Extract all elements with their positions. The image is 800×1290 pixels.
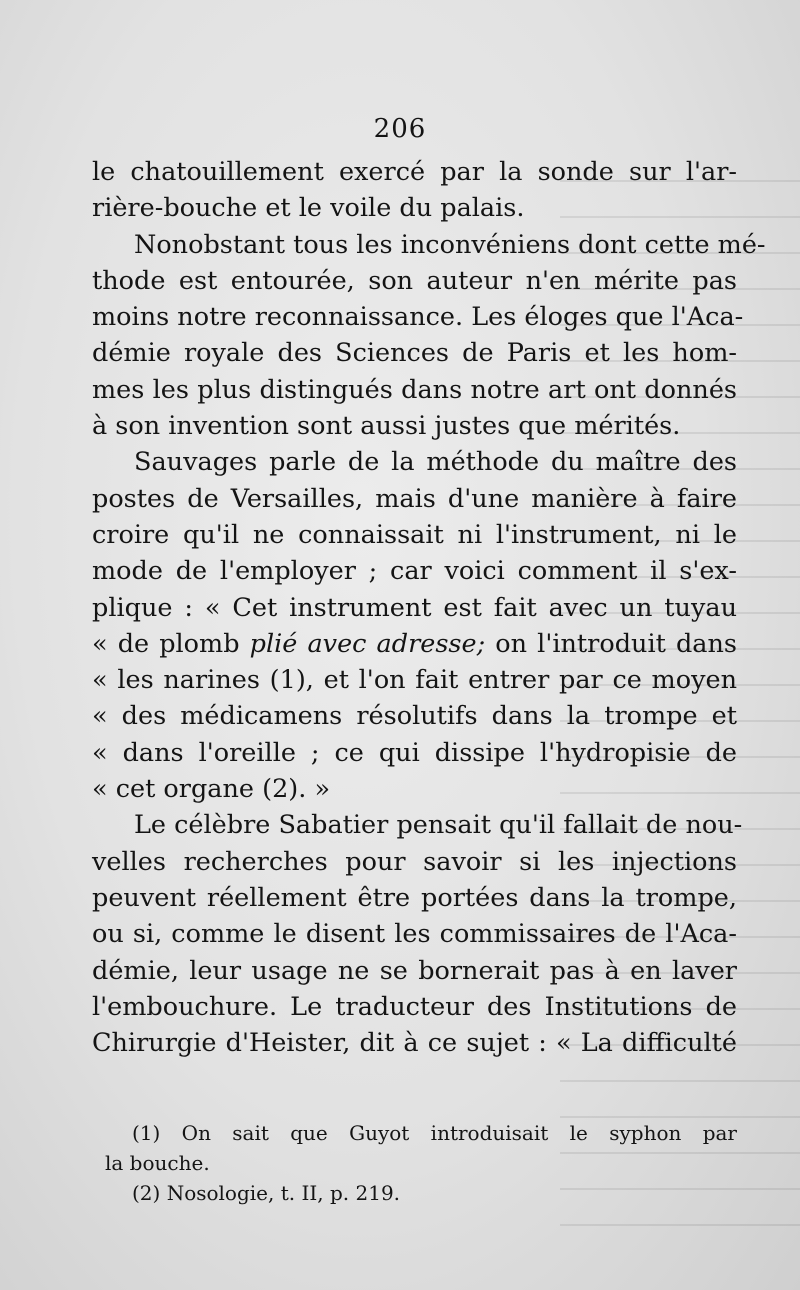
text-line: « cet organe (2). » <box>92 774 331 805</box>
text-line: mode de l'employer ; car voici comment il s'ex- <box>92 556 737 587</box>
footnote-1 <box>105 1118 737 1178</box>
text-line: velles recherches pour savoir si les injections <box>92 846 737 877</box>
text-line: postes de Versailles, mais d'une manière à faire <box>92 483 737 514</box>
paragraph-4 <box>92 807 743 1061</box>
text-line: Sauvages parle de la méthode du maître des <box>134 447 737 478</box>
text-line: moins notre reconnaissance. Les éloges que l'Aca- <box>92 302 744 333</box>
main-text <box>92 154 766 1061</box>
text-segment: « de plomb <box>92 628 250 659</box>
footnote-line: la bouche. <box>105 1151 210 1175</box>
text-line: thode est entourée, son auteur n'en mérite pas <box>92 265 737 296</box>
text-line-with-italic <box>92 626 737 662</box>
text-line: l'embouchure. Le traducteur des Institutions de <box>92 991 737 1022</box>
text-line: à son invention sont aussi justes que mérités. <box>92 411 681 442</box>
footnote-line: (1) On sait que Guyot introduisait le syphon par <box>132 1121 737 1145</box>
text-line: Chirurgie d'Heister, dit à ce sujet : « La difficulté <box>92 1028 737 1059</box>
paragraph-3 <box>92 444 737 807</box>
paragraph-1 <box>92 154 737 227</box>
text-line: rière-bouche et le voile du palais. <box>92 193 525 224</box>
footnote-2 <box>105 1178 737 1208</box>
text-line: le chatouillement exercé par la sonde sur l'ar- <box>92 157 737 187</box>
text-line: plique : « Cet instrument est fait avec un tuyau <box>92 592 737 623</box>
page-number: 206 <box>373 114 427 144</box>
text-line: démie, leur usage ne se bornerait pas à en laver <box>92 955 737 986</box>
text-line: « des médicamens résolutifs dans la trompe et <box>92 701 737 732</box>
text-line: « dans l'oreille ; ce qui dissipe l'hydropisie de <box>92 737 737 768</box>
footnote-line: (2) Nosologie, t. II, p. 219. <box>132 1181 401 1205</box>
text-segment: on l'introduit dans <box>485 628 737 659</box>
italic-phrase: plié avec adresse; <box>249 628 486 659</box>
text-line: peuvent réellement être portées dans la trompe, <box>92 882 737 913</box>
text-line: croire qu'il ne connaissait ni l'instrument, ni le <box>92 519 737 550</box>
paragraph-2 <box>92 227 766 445</box>
text-line: « les narines (1), et l'on fait entrer par ce moyen <box>92 665 737 696</box>
footnotes <box>105 1118 737 1208</box>
text-line: démie royale des Sciences de Paris et les hom- <box>92 338 737 369</box>
text-line: ou si, comme le disent les commissaires de l'Aca- <box>92 919 737 950</box>
text-line: Le célèbre Sabatier pensait qu'il fallait de nou- <box>134 810 743 841</box>
text-line: mes les plus distingués dans notre art ont donnés <box>92 374 737 405</box>
text-line: Nonobstant tous les inconvéniens dont cette mé- <box>134 229 766 260</box>
